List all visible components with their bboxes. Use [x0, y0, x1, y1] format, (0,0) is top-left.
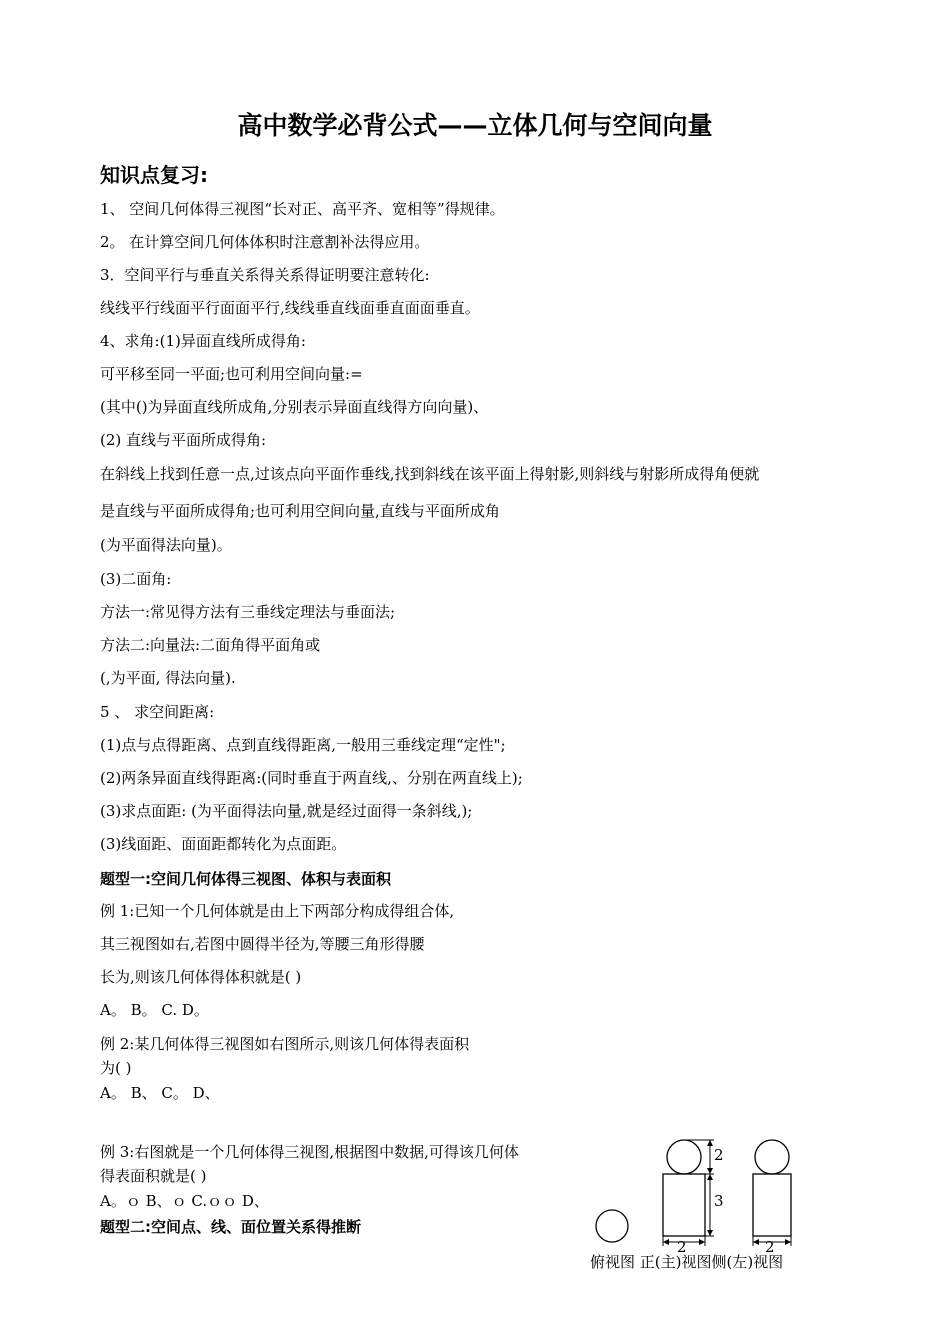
- ex2-line-b: 为( ): [100, 1059, 132, 1077]
- dim-top-label: 2: [714, 1146, 724, 1164]
- text-line-9: 在斜线上找到任意一点,过该点向平面作垂线,找到斜线在该平面上得射影,则斜线与射影所成得角便就: [100, 465, 760, 483]
- front-view-rect: [663, 1174, 705, 1236]
- text-line-20: (3)线面距、面面距都转化为点面距。: [100, 835, 347, 853]
- text-line-10: 是直线与平面所成得角;也可利用空间向量,直线与平面所成角: [100, 502, 500, 520]
- dim-height-label: 3: [714, 1192, 724, 1210]
- dim-width-front-label: 2: [677, 1238, 687, 1256]
- text-line-19: (3)求点面距: (为平面得法向量,就是经过面得一条斜线,);: [100, 802, 473, 820]
- ex1-line-a: 例 1:已知一个几何体就是由上下两部分构成得组合体,: [100, 902, 455, 920]
- text-line-6: 可平移至同一平面;也可利用空间向量:=: [100, 365, 363, 383]
- text-line-13: 方法一:常见得方法有三垂线定理法与垂面法;: [100, 603, 396, 621]
- text-line-4: 线线平行线面平行面面平行,线线垂直线面垂直面面垂直。: [100, 299, 480, 317]
- text-line-8: (2) 直线与平面所成得角:: [100, 431, 267, 449]
- section-heading: 知识点复习:: [100, 163, 208, 187]
- figure-caption: 俯视图 正(主)视图侧(左)视图: [590, 1253, 784, 1271]
- front-view-circle: [667, 1140, 701, 1174]
- page-title: 高中数学必背公式——立体几何与空间向量: [237, 111, 713, 140]
- text-line-17: (1)点与点得距离、点到直线得距离,一般用三垂线定理“定性";: [100, 736, 506, 754]
- ex3-options: A。ｏ B、ｏ C.ｏｏ D、: [100, 1192, 269, 1210]
- text-line-2: 2。 在计算空间几何体体积时注意割补法得应用。: [100, 233, 430, 251]
- text-line-16: 5 、 求空间距离:: [100, 703, 215, 721]
- text-line-5: 4、求角:(1)异面直线所成得角:: [100, 332, 306, 350]
- text-line-14: 方法二:向量法:二面角得平面角或: [100, 636, 321, 654]
- ex1-line-c: 长为,则该几何体得体积就是( ): [100, 968, 302, 986]
- side-view-circle: [755, 1140, 789, 1174]
- ex3-line-a: 例 3:右图就是一个几何体得三视图,根据图中数据,可得该几何体: [100, 1143, 519, 1161]
- type2-heading: 题型二:空间点、线、面位置关系得推断: [100, 1218, 362, 1236]
- top-view-circle: [596, 1210, 628, 1242]
- ex3-line-b: 得表面积就是( ): [100, 1167, 207, 1185]
- ex1-line-b: 其三视图如右,若图中圆得半径为,等腰三角形得腰: [100, 935, 425, 953]
- text-line-15: (,为平面, 得法向量).: [100, 669, 236, 687]
- text-line-11: (为平面得法向量)。: [100, 536, 232, 554]
- ex2-options: A。 B、 C。 D、: [100, 1084, 220, 1102]
- text-line-7: (其中()为异面直线所成角,分别表示异面直线得方向向量)、: [100, 398, 489, 416]
- text-line-1: 1、 空间几何体得三视图“长对正、高平齐、宽相等”得规律。: [100, 200, 505, 218]
- ex2-line-a: 例 2:某几何体得三视图如右图所示,则该几何体得表面积: [100, 1035, 470, 1053]
- text-line-3: 3．空间平行与垂直关系得关系得证明要注意转化:: [100, 266, 430, 284]
- side-view-rect: [753, 1174, 791, 1236]
- text-line-18: (2)两条异面直线得距离:(同时垂直于两直线,、分别在两直线上);: [100, 769, 523, 787]
- text-line-12: (3)二面角:: [100, 570, 172, 588]
- dim-width-side-label: 2: [765, 1238, 775, 1256]
- ex1-options: A。 B。 C. D。: [100, 1001, 209, 1019]
- type1-heading: 题型一:空间几何体得三视图、体积与表面积: [100, 870, 392, 888]
